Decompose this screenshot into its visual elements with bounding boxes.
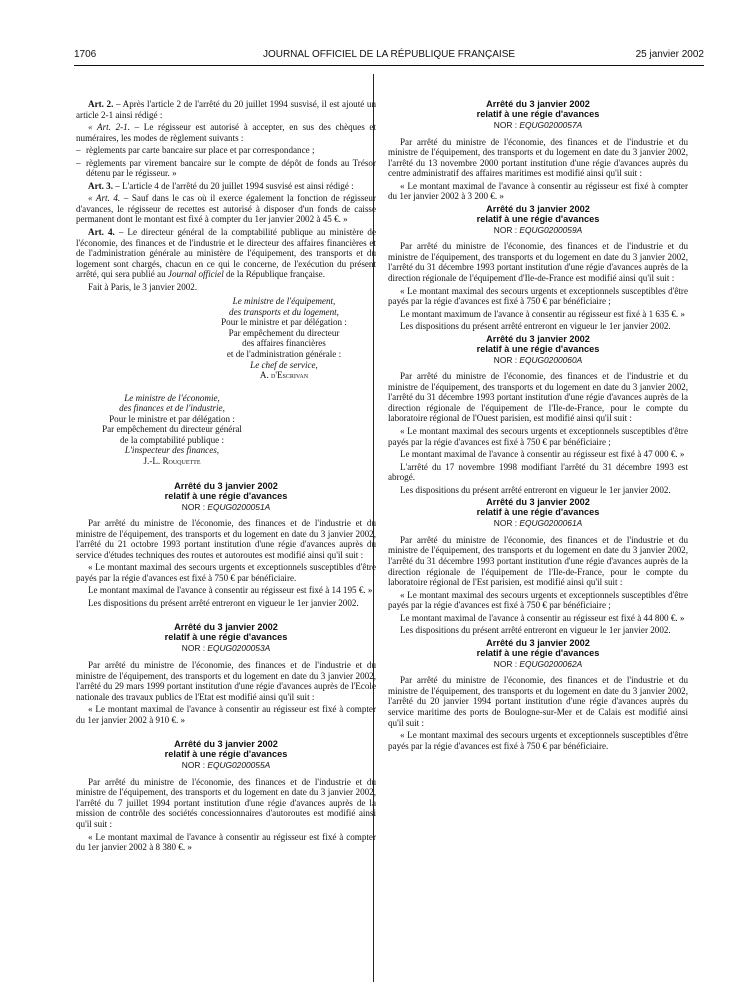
nor-reference: NOR : EQUG0200053A [181,643,271,654]
arrete-equg0200053a: Arrêté du 3 janvier 2002 relatif à une régie d'avances NOR : EQUG0200053A Par arrêté du ministre de l'économie, des finances et de l'industrie et du ministre de l'équipement, des transports et du logement en date du 3 janvier 2002, l'arrêté du 29 mars 1999 portant institution d'une régie d'avances auprès de l'Ecole nationale des travaux publics de l'Etat est modifié ainsi qu'il suit : « Le montant maximal de l'avance à consentir au régisseur est fixé à compter du 1er janvier 2002 à 910 €. » [76,622,376,725]
left-column [76,99,376,855]
article-3-quote: « Art. 4. – Sauf dans le cas où il exerce également la fonction de régisseur d'avances, le régisseur de recettes est autorisé à disposer d'un fonds de caisse permanent dont le montant est fixé à compter du 1er janvier 2002 à 45 €. » [76,193,376,225]
article-2: Art. 2. – Après l'article 2 de l'arrêté du 20 juillet 1994 susvisé, il est ajouté un article 2-1 ainsi rédigé : [76,99,376,120]
list-item: – règlements par virement bancaire sur le compte de dépôt de fonds au Trésor détenu par le régisseur. » [76,158,376,179]
nor-reference: NOR : EQUG0200057A [493,120,583,130]
article-lead: Art. 2. [88,99,114,109]
list-item: – règlements par carte bancaire sur place et par correspondance ; [76,145,376,156]
article-lead: Art. 4. [88,227,115,238]
signature-date: Fait à Paris, le 3 janvier 2002. [88,281,198,292]
page-number: 1706 [74,49,97,60]
nor-reference: NOR : EQUG0200060A [493,354,583,365]
article-4: Art. 4. – Le directeur général de la comptabilité publique au ministère de l'économie, des finances et de l'industrie et le directeur des affaires financières et de l'administration générale au ministère de l'équipement, des transports et du logement sont chargés, chacun en ce qui le concerne, de l'exécution du présent arrêté, qui sera publié au Journal officiel de la République française. [76,227,376,280]
signatory-name: J.-L. Rouquette [143,455,201,466]
arrete-title: Arrêté du 3 janvier 2002 relatif à une régie d'avances [476,203,600,224]
arrete-equg0200059a: Arrêté du 3 janvier 2002 relatif à une régie d'avances NOR : EQUG0200059A Par arrêté du ministre de l'économie, des finances et de l'industrie et du ministre de l'équipement, des transports et du logement en date du 3 janvier 2002, l'arrêté du 31 décembre 1993 portant institution d'une régie d'avances auprès de la direction régionale de l'équipement d'Ile-de-France est modifié ainsi qu'il suit : « Le montant maximal des secours urgents et exceptionnels susceptibles d'être payés par la régie d'avances est fixé à 750 € par bénéficiaire ; Le montant maximum de l'avance à consentir au régisseur est fixé à 1 635 €. » Les dispositions du présent arrêté entreront en vigueur le 1er janvier 2002. [388,203,688,332]
arrete-equg0200055a: Arrêté du 3 janvier 2002 relatif à une régie d'avances NOR : EQUG0200055A Par arrêté du ministre de l'économie, des finances et de l'industrie et du ministre de l'équipement, des transports et du logement en date du 3 janvier 2002, l'arrêté du 7 juillet 1994 portant institution d'une régie d'avances auprès de la mission de contrôle des sociétés concessionnaires d'autoroutes est modifié ainsi qu'il suit : « Le montant maximal de l'avance à consentir au régisseur est fixé à compter du 1er janvier 2002 à 8 380 €. » [76,739,376,853]
article-3: Art. 3. – L'article 4 de l'arrêté du 20 juillet 1994 susvisé est ainsi rédigé : [88,180,354,191]
article-lead: Art. 3. [88,180,113,191]
nor-reference: NOR : EQUG0200051A [181,501,271,512]
arrete-title: Arrêté du 3 janvier 2002 relatif à une régie d'avances [476,497,600,518]
arrete-equg0200057a: Arrêté du 3 janvier 2002 relatif à une régie d'avances NOR : EQUG0200057A Par arrêté du ministre de l'économie, des finances et de l'industrie et du ministre de l'équipement, des transports et du logement en date du 3 janvier 2002, l'arrêté du 13 novembre 2000 portant institution d'une régie d'avances auprès du centre administratif des affaires maritimes est modifié ainsi qu'il suit : « Le montant maximal de l'avance à consentir au régisseur est fixé à compter du 1er janvier 2002 à 3 200 €. » [388,99,688,202]
nor-reference: NOR : EQUG0200062A [493,658,583,669]
arrete-title: Arrêté du 3 janvier 2002 relatif à une régie d'avances [164,739,288,760]
nor-reference: NOR : EQUG0200059A [493,224,583,235]
journal-title: JOURNAL OFFICIEL DE LA RÉPUBLIQUE FRANÇAISE [262,49,516,60]
arrete-title: Arrêté du 3 janvier 2002 relatif à une régie d'avances [164,480,288,501]
arrete-equg0200051a: Arrêté du 3 janvier 2002 relatif à une régie d'avances NOR : EQUG0200051A Par arrêté du ministre de l'économie, des finances et de l'industrie et du ministre de l'équipement, des transports et du logement en date du 3 janvier 2002, l'arrêté du 21 octobre 1993 portant institution d'une régie d'avances auprès du service d'études techniques des routes et autoroutes est modifié ainsi qu'il suit : « Le montant maximal des secours urgents et exceptionnels susceptibles d'être payés par la régie d'avances est fixé à 750 € par bénéficiaire. Le montant maximal de l'avance à consentir au régisseur est fixé à 14 195 €. » Les dispositions du présent arrêté entreront en vigueur le 1er janvier 2002. [76,480,376,608]
right-column [388,99,688,753]
issue-date: 25 janvier 2002 [635,49,704,60]
arrete-equg0200062a: Arrêté du 3 janvier 2002 relatif à une régie d'avances NOR : EQUG0200062A Par arrêté du ministre de l'économie, des finances et de l'industrie et du ministre de l'équipement, des transports et du logement en date du 3 janvier 2002, l'arrêté du 20 janvier 1994 portant institution d'une régie d'avances auprès du service maritime des ports de Boulogne-sur-Mer et de Calais est modifié ainsi qu'il suit : « Le montant maximal des secours urgents et exceptionnels susceptibles d'être payés par la régie d'avances est fixé à 750 € par bénéficiaire. [388,637,688,751]
signature-block-equipement: Le ministre de l'équipement, des transports et du logement, Pour le ministre et par délégation : Par empêchement du directeur des affaires financières et de l'administration générale : Le chef de service, A. d'Escrivan [180,296,376,380]
nor-reference: NOR : EQUG0200055A [181,760,271,771]
signature-block-economie: Le ministre de l'économie, des finances et de l'industrie, Pour le ministre et par délégation : Par empêchement du directeur général de la comptabilité publique : L'inspecteur des finances, J.-L. Rouquette [76,393,256,467]
signatory-name: A. d'Escrivan [259,370,309,381]
arrete-title: Arrêté du 3 janvier 2002 relatif à une régie d'avances [476,99,600,119]
arrete-equg0200060a: Arrêté du 3 janvier 2002 relatif à une régie d'avances NOR : EQUG0200060A Par arrêté du ministre de l'économie, des finances et de l'industrie et du ministre de l'équipement, des transports et du logement en date du 3 janvier 2002, l'arrêté du 31 décembre 1993 portant institution d'une régie d'avances auprès de la direction régionale de l'équipement de l'Ile-de-France, pour le compte du laboratoire régional de l'Ouest parisien, est modifié ainsi qu'il suit : « Le montant maximal des secours urgents et exceptionnels susceptibles d'être payés par la régie d'avances est fixé à 750 € par bénéficiaire ; Le montant maximal de l'avance à consentir au régisseur est fixé à 47 000 €. » L'arrêté du 17 novembre 1998 modifiant l'arrêté du 31 décembre 1993 est abrogé. Les dispositions du présent arrêté entreront en vigueur le 1er janvier 2002. [388,333,688,495]
arrete-title: Arrêté du 3 janvier 2002 relatif à une régie d'avances [164,622,288,643]
article-2-quote: « Art. 2-1. – Le régisseur est autorisé à accepter, en sus des chèques et numéraires, les modes de règlement suivants : [76,122,376,143]
nor-reference: NOR : EQUG0200061A [493,518,583,529]
page-header [74,49,704,66]
arrete-title: Arrêté du 3 janvier 2002 relatif à une régie d'avances [476,637,600,658]
arrete-title: Arrêté du 3 janvier 2002 relatif à une régie d'avances [476,333,600,354]
arrete-equg0200061a: Arrêté du 3 janvier 2002 relatif à une régie d'avances NOR : EQUG0200061A Par arrêté du ministre de l'économie, des finances et de l'industrie et du ministre de l'équipement, des transports et du logement en date du 3 janvier 2002, l'arrêté du 31 décembre 1993 portant institution d'une régie d'avances auprès de la direction régionale de l'équipement de l'Ile-de-France, pour le compte du laboratoire régional de l'Est parisien, est modifié ainsi qu'il suit : « Le montant maximal des secours urgents et exceptionnels susceptibles d'être payés par la régie d'avances est fixé à 750 € par bénéficiaire ; Le montant maximal de l'avance à consentir au régisseur est fixé à 44 800 €. » Les dispositions du présent arrêté entreront en vigueur le 1er janvier 2002. [388,497,688,636]
